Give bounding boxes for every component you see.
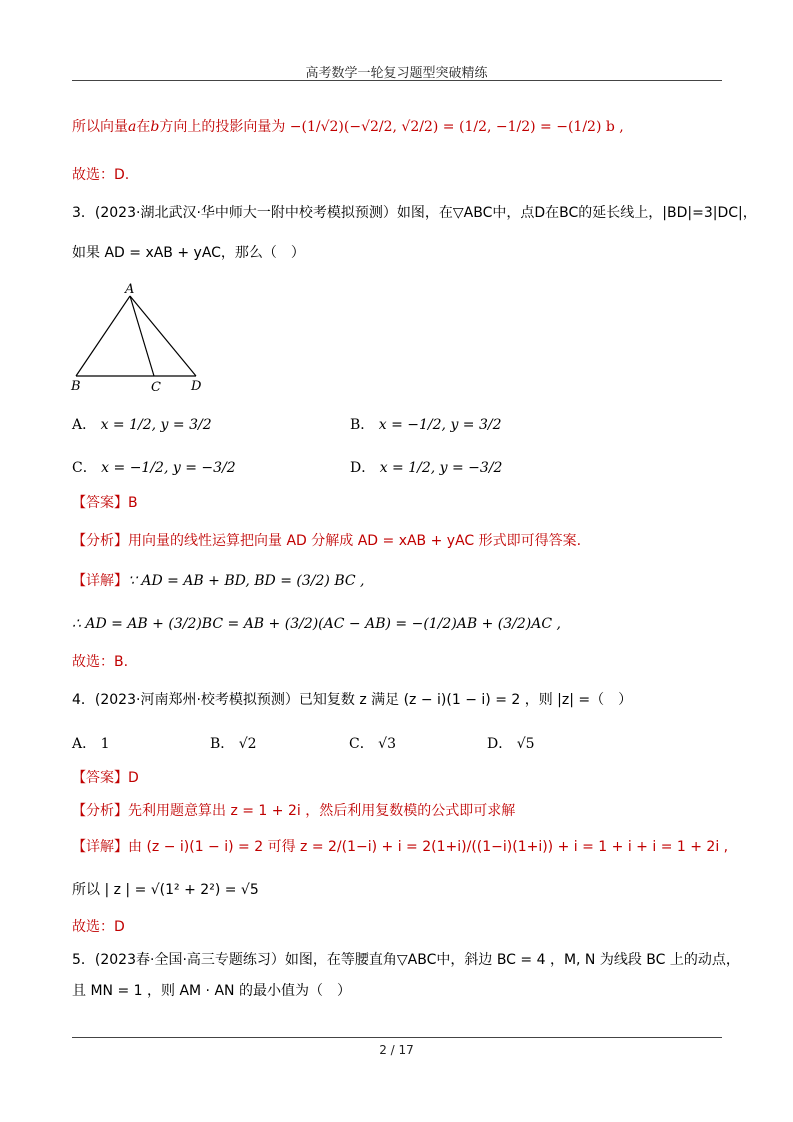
answer-tag: 【答案】	[72, 770, 128, 786]
q4-detail-2: 所以 | z | = √(1² + 2²) = √5	[72, 882, 259, 898]
triangle-figure	[66, 282, 216, 394]
q3-option-c-label: C．	[72, 460, 97, 476]
q3-detail-1	[72, 571, 364, 591]
analysis-tag: 【分析】	[72, 803, 128, 819]
projection-expression: −(1/√2)(−√2/2, √2/2) = (1/2, −1/2) = −(1/2) b ,	[289, 119, 624, 135]
q4-option-d-text: √5	[516, 736, 535, 752]
edge-ac	[130, 296, 154, 376]
q3-option-a	[72, 414, 212, 434]
edge-ad	[130, 296, 196, 376]
q3-detail-2: ∴ AD = AB + (3/2)BC = AB + (3/2)(AC − AB) = −(1/2)AB + (3/2)AC ,	[72, 616, 561, 632]
q3-detail-1-text: ∵ AD = AB + BD, BD = (3/2) BC ,	[128, 573, 365, 589]
q3-answer-value: B	[128, 495, 138, 511]
q3-option-d-label: D．	[350, 460, 376, 476]
header-divider	[72, 80, 722, 81]
q3-analysis	[72, 531, 581, 551]
q4-choose: 故选：D	[72, 919, 125, 935]
q4-option-d-label: D．	[487, 736, 513, 752]
q3-option-b-text: x = −1/2, y = 3/2	[378, 417, 502, 433]
q4-detail-1-text: 由 (z − i)(1 − i) = 2 可得 z = 2/(1−i) + i = 2(1+i)/((1−i)(1+i)) + i = 1 + i + i = 1 + 2i ,	[128, 839, 729, 855]
q3-option-a-text: x = 1/2, y = 3/2	[100, 417, 212, 433]
vertex-d-label: D	[191, 379, 202, 394]
q3-option-c-text: x = −1/2, y = −3/2	[101, 460, 236, 476]
projection-on: 在	[136, 119, 151, 135]
q3-stem-line2: 如果 AD = xAB + yAC，那么（ ）	[72, 245, 305, 261]
q3-choose: 故选：B.	[72, 654, 129, 670]
q3-stem-line1: 3．(2023·湖北武汉·华中师大一附中校考模拟预测）如图，在▽ABC中，点D在BC的延长线上，|BD|=3|DC|，	[72, 205, 757, 221]
q4-option-c-text: √3	[378, 736, 396, 752]
vector-a: a	[128, 119, 137, 135]
q4-detail-1	[72, 837, 728, 857]
q4-option-a	[72, 733, 110, 753]
q3-option-c	[72, 457, 236, 477]
header-title: 高考数学一轮复习题型突破精练	[305, 66, 488, 81]
q3-option-d-text: x = 1/2, y = −3/2	[379, 460, 503, 476]
vertex-b-label: B	[71, 379, 81, 394]
vector-b: b	[150, 119, 160, 135]
q3-option-d	[350, 457, 502, 477]
q4-analysis	[72, 801, 515, 821]
footer-divider	[72, 1037, 722, 1038]
q4-answer-value: D	[128, 770, 139, 786]
q3-option-a-label: A．	[72, 417, 97, 433]
q4-option-d	[487, 733, 535, 753]
q4-option-b	[210, 733, 257, 753]
q4-option-c	[349, 733, 396, 753]
edge-ab	[76, 296, 130, 376]
q3-answer	[72, 493, 138, 513]
projection-mid: 方向上的投影向量为	[159, 119, 286, 135]
q3-analysis-text: 用向量的线性运算把向量 AD 分解成 AD = xAB + yAC 形式即可得答案.	[128, 533, 582, 549]
q4-option-c-label: C．	[349, 736, 374, 752]
detail-tag: 【详解】	[72, 573, 128, 589]
projection-prefix: 所以向量	[72, 119, 128, 135]
q4-analysis-text: 先利用题意算出 z = 1 + 2i ，然后利用复数模的公式即可求解	[128, 803, 516, 819]
q4-answer	[72, 768, 139, 788]
q4-option-a-label: A．	[72, 736, 97, 752]
q3-option-b	[350, 414, 502, 434]
vertex-a-label: A	[125, 282, 135, 297]
q4-stem: 4．(2023·河南郑州·校考模拟预测）已知复数 z 满足 (z − i)(1 − i) = 2 ，则 |z| =（ ）	[72, 692, 633, 708]
q5-stem-line2: 且 MN = 1 ，则 AM · AN 的最小值为（ ）	[72, 983, 351, 999]
projection-line	[72, 117, 624, 137]
detail-tag: 【详解】	[72, 839, 128, 855]
answer-tag: 【答案】	[72, 495, 128, 511]
q4-option-b-label: B．	[210, 736, 235, 752]
q4-option-a-text: 1	[100, 736, 110, 752]
q3-option-b-label: B．	[350, 417, 375, 433]
page-number: 2 / 17	[379, 1043, 414, 1057]
prev-choose: 故选：D.	[72, 167, 130, 183]
analysis-tag: 【分析】	[72, 533, 128, 549]
q5-stem-line1: 5．(2023春·全国·高三专题练习）如图，在等腰直角▽ABC中，斜边 BC = 4 ，M, N 为线段 BC 上的动点，	[72, 952, 740, 968]
q4-option-b-text: √2	[238, 736, 257, 752]
vertex-c-label: C	[151, 380, 161, 394]
